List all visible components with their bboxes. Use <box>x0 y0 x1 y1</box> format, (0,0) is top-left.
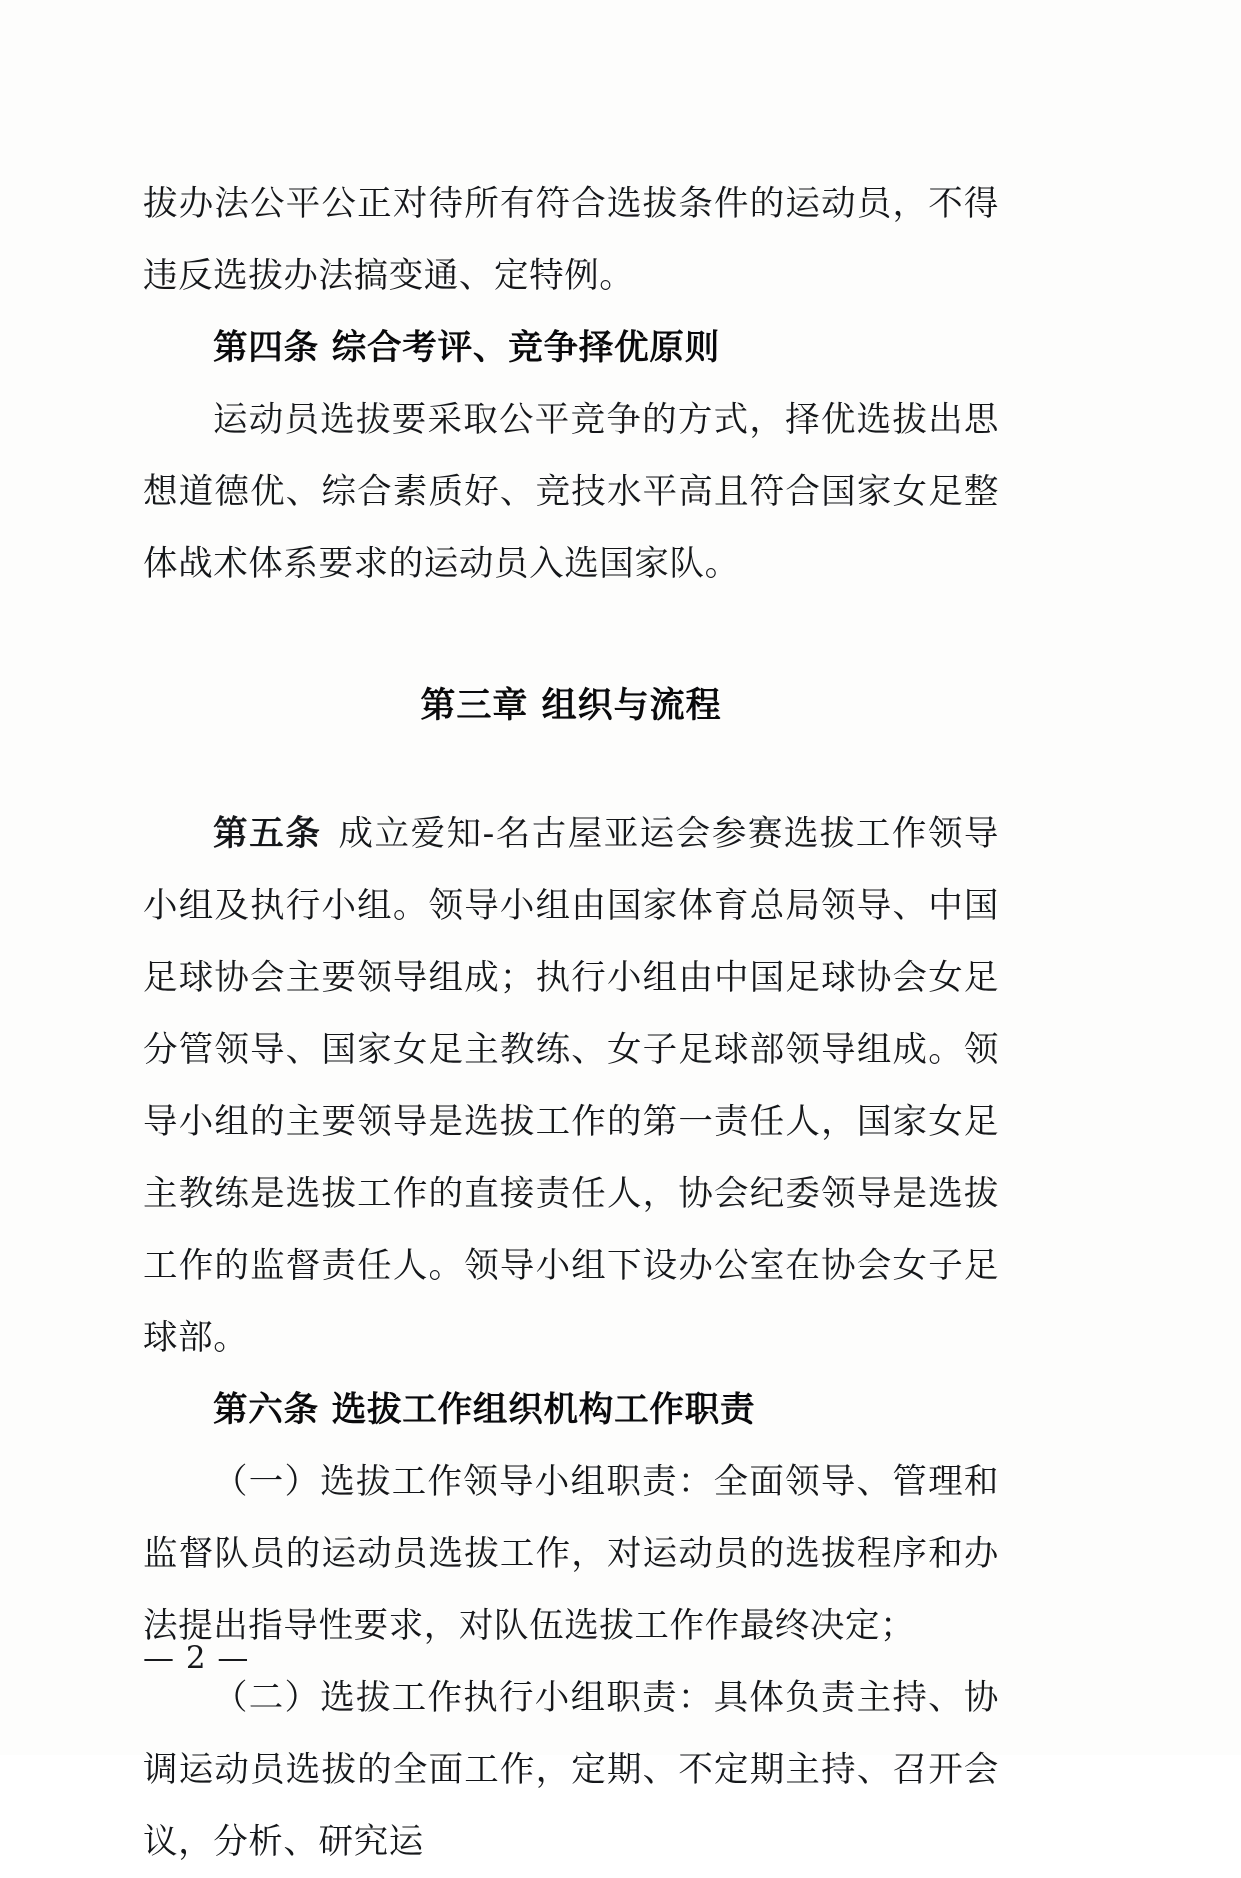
paragraph-article-five <box>143 798 999 1374</box>
paragraph-duty-item-two: （二）选拔工作执行小组职责：具体负责主持、协调运动员选拔的全面工作，定期、不定期主持、召开会议，分析、研究运 <box>143 1678 999 1862</box>
paragraph-duty-item-one: （一）选拔工作领导小组职责：全面领导、管理和监督队员的运动员选拔工作，对运动员的选拔程序和办法提出指导性要求，对队伍选拔工作作最终决定； <box>143 1462 999 1646</box>
paragraph-article-four-body: 运动员选拔要采取公平竞争的方式，择优选拔出思想道德优、综合素质好、竞技水平高且符合国家女足整体战术体系要求的运动员入选国家队。 <box>143 400 999 584</box>
document-text-column <box>143 168 999 1878</box>
paragraph-continued-from-previous-page: 拔办法公平公正对待所有符合选拔条件的运动员，不得违反选拔办法搞变通、定特例。 <box>143 184 999 296</box>
vertical-spacer-after-chapter <box>143 742 999 798</box>
article-five-body: 成立爱知-名古屋亚运会参赛选拔工作领导小组及执行小组。领导小组由国家体育总局领导、中国足球协会主要领导组成；执行小组由中国足球协会女足分管领导、国家女足主教练、女子足球部领导组成。领导小组的主要领导是选拔工作的第一责任人，国家女足主教练是选拔工作的直接责任人，协会纪委领导是选拔工作的监督责任人。领导小组下设办公室在协会女子足球部。 <box>143 814 999 1358</box>
chapter-title-three: 第三章 组织与流程 <box>420 686 722 726</box>
heading-article-four: 第四条 综合考评、竞争择优原则 <box>213 328 721 368</box>
page-footer <box>143 1638 999 1678</box>
page-number: — 2 — <box>143 1640 250 1676</box>
article-five-label: 第五条 <box>213 814 322 854</box>
heading-article-six: 第六条 选拔工作组织机构工作职责 <box>213 1390 756 1430</box>
vertical-spacer-before-chapter <box>143 600 999 670</box>
